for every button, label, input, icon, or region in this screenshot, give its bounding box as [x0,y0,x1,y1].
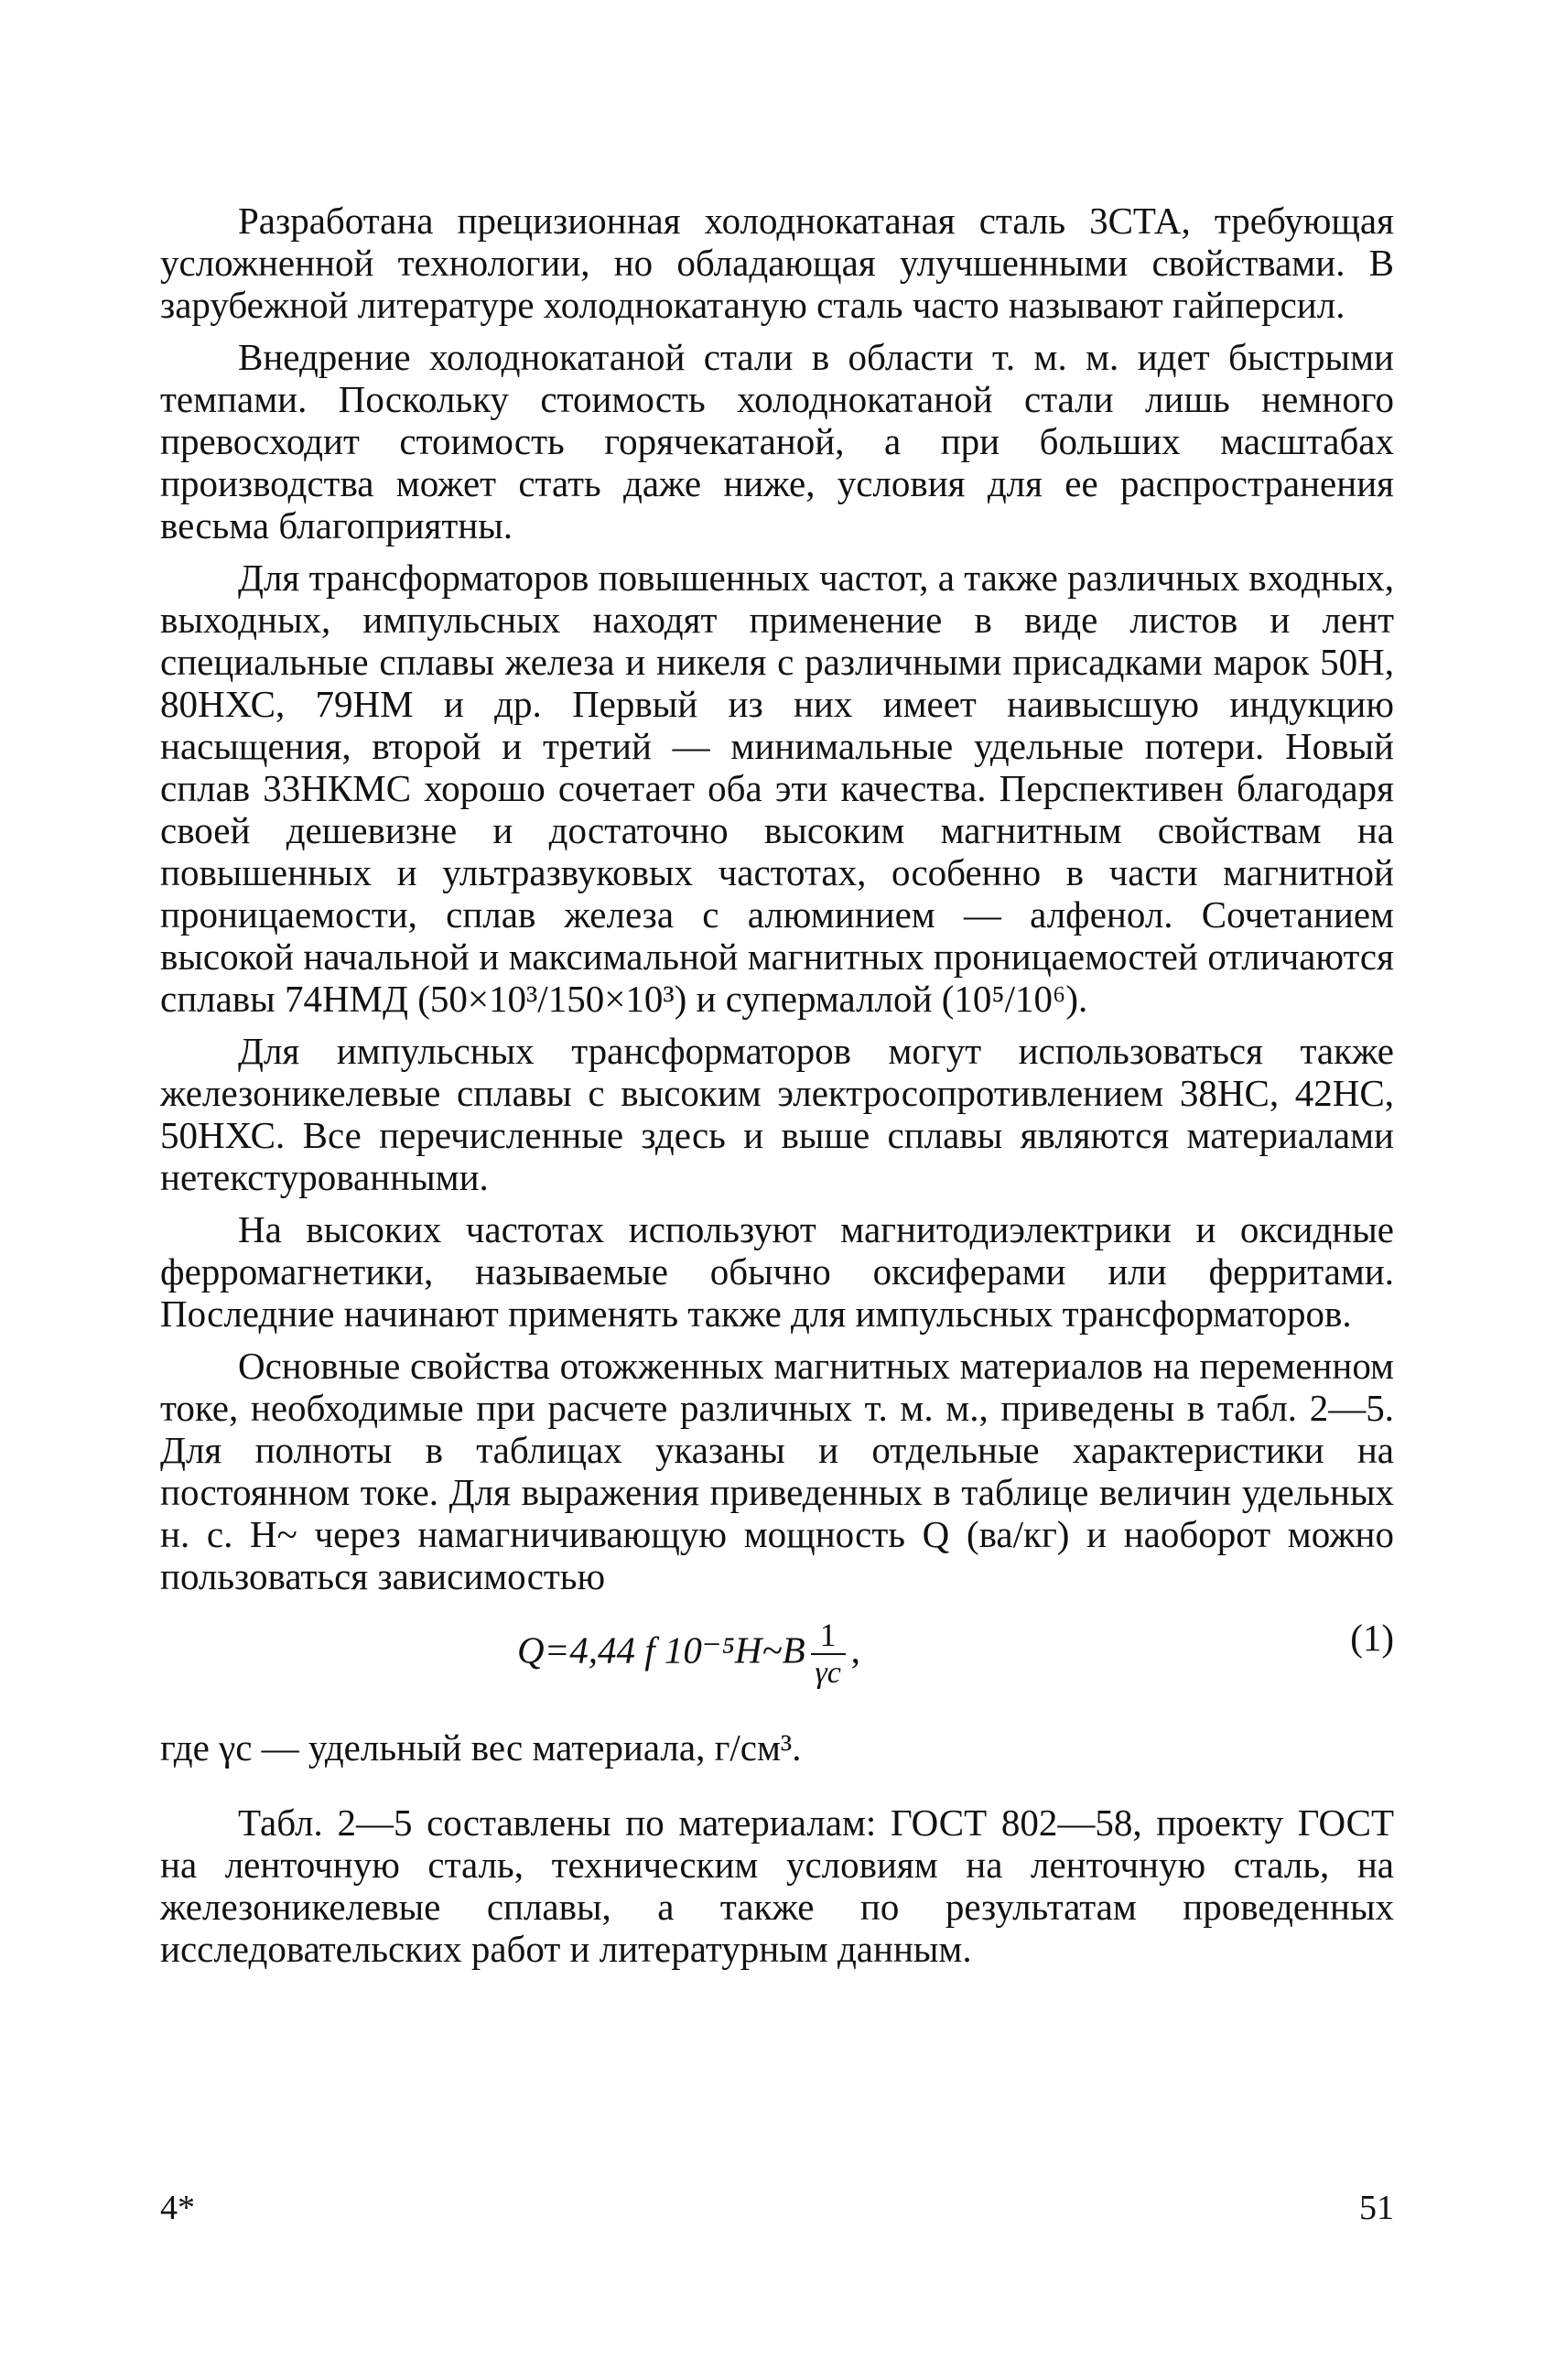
paragraph-2: Внедрение холоднокатаной стали в области т. м. м. идет быстрыми темпами. Поскольку стоимость холоднокатаной стали лишь немного превосходит стоимость горячекатаной, а при больших масштабах производства может стать даже ниже, условия для ее распространения весьма благоприятны. [160,336,1394,546]
paragraph-1: Разработана прецизионная холоднокатаная сталь 3СТА, требующая усложненной технологии, но обладающая улучшенными свойствами. В зарубежной литературе холоднокатаную сталь часто называют гайперсил. [160,200,1394,326]
paragraph-4: Для импульсных трансформаторов могут использоваться также железоникелевые сплавы с высоким электросопротивлением 38НС, 42НС, 50НХС. Все перечисленные здесь и выше сплавы являются материалами нетекстурованными. [160,1030,1394,1198]
paragraph-6: Основные свойства отожженных магнитных материалов на переменном токе, необходимые при расчете различных т. м. м., приведены в табл. 2—5. Для полноты в таблицах указаны и отдельные характеристики на постоянном токе. Для выражения приведенных в таблице величин удельных н. с. H~ через намагничивающую мощность Q (ва/кг) и наоборот можно пользоваться зависимостью [160,1345,1394,1597]
equation-lhs: Q=4,44 f 10⁻⁵H~B [517,1628,805,1671]
paragraph-3: Для трансформаторов повышенных частот, а также различных входных, выходных, импульсных находят применение в виде листов и лент специальные сплавы железа и никеля с различными присадками марок 50Н, 80НХС, 79НМ и др. Первый из них имеет наивысшую индукцию насыщения, второй и третий — минимальные удельные потери. Новый сплав 33НКМС хорошо сочетает оба эти качества. Перспективен благодаря своей дешевизне и достаточно высоким магнитным свойствам на повышенных и ультразвуковых частотах, особенно в части магнитной проницаемости, сплав железа с алюминием — алфенол. Сочетанием высокой начальной и максимальной магнитных проницаемостей отличаются сплавы 74НМД (50×10³/150×10³) и супермаллой (10⁵/10⁶). [160,557,1394,1020]
fraction-denominator: γс [815,1656,841,1690]
page-body [160,200,1394,1980]
signature-mark: 4* [160,2189,195,2227]
where-clause: где γс — удельный вес материала, г/см³. [160,1726,802,1769]
equation-number: (1) [1350,1617,1394,1659]
equation-fraction [811,1617,846,1692]
paragraph-7: Табл. 2—5 составлены по материалам: ГОСТ 802—58, проекту ГОСТ на ленточную сталь, техническим условиям на ленточную сталь, на железоникелевые сплавы, а также по результатам проведенных исследовательских работ и литературным данным. [160,1801,1394,1970]
equation-tail: , [850,1628,860,1671]
equation-1 [160,1607,1394,1710]
equation-expression [517,1617,860,1692]
page-number: 51 [1359,2189,1394,2227]
paragraph-5: На высоких частотах используют магнитодиэлектрики и оксидные ферромагнетики, называемые обычно оксиферами или ферритами. Последние начинают применять также для импульсных трансформаторов. [160,1208,1394,1335]
fraction-numerator: 1 [811,1617,846,1655]
